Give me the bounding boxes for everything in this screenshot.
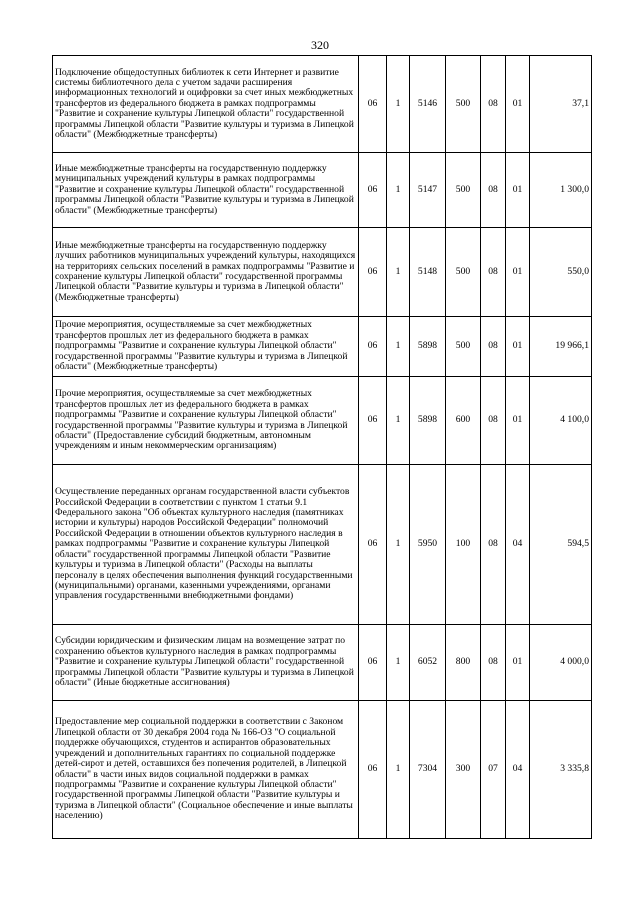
page-number: 320 xyxy=(311,38,329,52)
section-code: 08 xyxy=(481,317,506,377)
row-description: Осуществление переданных органам государственной власти субъектов Российской Федерации в соответствии с пунктом 1 статьи 9.1 Федерального закона "Об объектах культурного наследия (памятниках истории и культуры) народов Российской Федерации" полномочий Российской Федерации в отношении объектов культурного наследия в рамках подпрограммы "Развитие и сохранение культуры Липецкой области" государственной программы Липецкой области "Развитие культуры и туризма в Липецкой области" (Расходы на выплаты персоналу в целях обеспечения выполнения функций государственными (муниципальными) органами, казенными учреждениями, органами управления государственными внебюджетными фондами) xyxy=(53,465,359,625)
section-code: 08 xyxy=(481,625,506,701)
row-description: Предоставление мер социальной поддержки в соответствии с Законом Липецкой области от 30 декабря 2004 года № 166-ОЗ "О социальной поддержке обучающихся, студентов и аспирантов образовательных учреждений и дополнительных гарантиях по социальной поддержке детей-сирот и детей, оставшихся без попечения родителей, в Липецкой области" в части иных видов социальной поддержки в рамках подпрограммы "Развитие и сохранение культуры Липецкой области" государственной программы Липецкой области "Развитие культуры и туризма в Липецкой области" (Социальное обеспечение и иные выплаты населению) xyxy=(53,701,359,839)
subsection-code: 01 xyxy=(506,625,530,701)
direction-code: 5898 xyxy=(410,377,446,465)
row-description: Прочие мероприятия, осуществляемые за счет межбюджетных трансфертов прошлых лет из федерального бюджета в рамках подпрограммы "Развитие и сохранение культуры Липецкой области" государственной программы "Развитие культуры и туризма в Липецкой области" (Межбюджетные трансферты) xyxy=(53,317,359,377)
subprogram-code: 1 xyxy=(387,465,410,625)
row-description: Прочие мероприятия, осуществляемые за счет межбюджетных трансфертов прошлых лет из федерального бюджета в рамках подпрограммы "Развитие и сохранение культуры Липецкой области" государственной программы "Развитие культуры и туризма в Липецкой области" (Предоставление субсидий бюджетным, автономным учреждениям и иным некоммерческим организациям) xyxy=(53,377,359,465)
program-code: 06 xyxy=(359,625,387,701)
subprogram-code: 1 xyxy=(387,625,410,701)
direction-code: 5148 xyxy=(410,228,446,317)
table-row xyxy=(53,317,592,377)
expense-type-code: 600 xyxy=(446,377,481,465)
section-code: 08 xyxy=(481,153,506,228)
expense-type-code: 500 xyxy=(446,317,481,377)
row-description: Иные межбюджетные трансферты на государственную поддержку лучших работников муниципальных учреждений культуры, находящихся на территориях сельских поселений в рамках подпрограммы "Развитие и сохранение культуры Липецкой области" государственной программы Липецкой области "Развитие культуры и туризма в Липецкой области" (Межбюджетные трансферты) xyxy=(53,228,359,317)
program-code: 06 xyxy=(359,465,387,625)
subsection-code: 01 xyxy=(506,56,530,153)
direction-code: 5146 xyxy=(410,56,446,153)
table-row xyxy=(53,625,592,701)
row-description: Иные межбюджетные трансферты на государственную поддержку муниципальных учреждений культуры в рамках подпрограммы "Развитие и сохранение культуры Липецкой области" государственной программы Липецкой области "Развитие культуры и туризма в Липецкой области" (Межбюджетные трансферты) xyxy=(53,153,359,228)
row-description: Субсидии юридическим и физическим лицам на возмещение затрат по сохранению объектов культурного наследия в рамках подпрограммы "Развитие и сохранение культуры Липецкой области" государственной программы Липецкой области "Развитие культуры и туризма в Липецкой области" (Иные бюджетные ассигнования) xyxy=(53,625,359,701)
expense-type-code: 500 xyxy=(446,153,481,228)
subsection-code: 01 xyxy=(506,377,530,465)
table-row xyxy=(53,228,592,317)
program-code: 06 xyxy=(359,377,387,465)
section-code: 08 xyxy=(481,56,506,153)
row-description: Подключение общедоступных библиотек к сети Интернет и развитие системы библиотечного дела с учетом задачи расширения информационных технологий и оцифровки за счет иных межбюджетных трансфертов из федерального бюджета в рамках подпрограммы "Развитие и сохранение культуры Липецкой области" государственной программы Липецкой области "Развитие культуры и туризма в Липецкой области" (Межбюджетные трансферты) xyxy=(53,56,359,153)
amount-cell: 37,1 xyxy=(530,56,592,153)
table-row xyxy=(53,377,592,465)
subsection-code: 01 xyxy=(506,228,530,317)
direction-code: 7304 xyxy=(410,701,446,839)
expense-type-code: 100 xyxy=(446,465,481,625)
program-code: 06 xyxy=(359,701,387,839)
amount-cell: 1 300,0 xyxy=(530,153,592,228)
amount-cell: 550,0 xyxy=(530,228,592,317)
section-code: 07 xyxy=(481,701,506,839)
program-code: 06 xyxy=(359,153,387,228)
subsection-code: 04 xyxy=(506,465,530,625)
subprogram-code: 1 xyxy=(387,56,410,153)
direction-code: 6052 xyxy=(410,625,446,701)
section-code: 08 xyxy=(481,465,506,625)
subprogram-code: 1 xyxy=(387,153,410,228)
section-code: 08 xyxy=(481,377,506,465)
budget-table xyxy=(52,55,592,839)
direction-code: 5147 xyxy=(410,153,446,228)
subprogram-code: 1 xyxy=(387,317,410,377)
program-code: 06 xyxy=(359,228,387,317)
program-code: 06 xyxy=(359,317,387,377)
expense-type-code: 800 xyxy=(446,625,481,701)
table-row xyxy=(53,701,592,839)
direction-code: 5950 xyxy=(410,465,446,625)
subsection-code: 04 xyxy=(506,701,530,839)
section-code: 08 xyxy=(481,228,506,317)
amount-cell: 19 966,1 xyxy=(530,317,592,377)
expense-type-code: 500 xyxy=(446,56,481,153)
subsection-code: 01 xyxy=(506,317,530,377)
table-row xyxy=(53,153,592,228)
program-code: 06 xyxy=(359,56,387,153)
subsection-code: 01 xyxy=(506,153,530,228)
table-row xyxy=(53,465,592,625)
direction-code: 5898 xyxy=(410,317,446,377)
amount-cell: 4 100,0 xyxy=(530,377,592,465)
table-row xyxy=(53,56,592,153)
expense-type-code: 500 xyxy=(446,228,481,317)
amount-cell: 3 335,8 xyxy=(530,701,592,839)
amount-cell: 4 000,0 xyxy=(530,625,592,701)
subprogram-code: 1 xyxy=(387,228,410,317)
subprogram-code: 1 xyxy=(387,377,410,465)
amount-cell: 594,5 xyxy=(530,465,592,625)
subprogram-code: 1 xyxy=(387,701,410,839)
expense-type-code: 300 xyxy=(446,701,481,839)
